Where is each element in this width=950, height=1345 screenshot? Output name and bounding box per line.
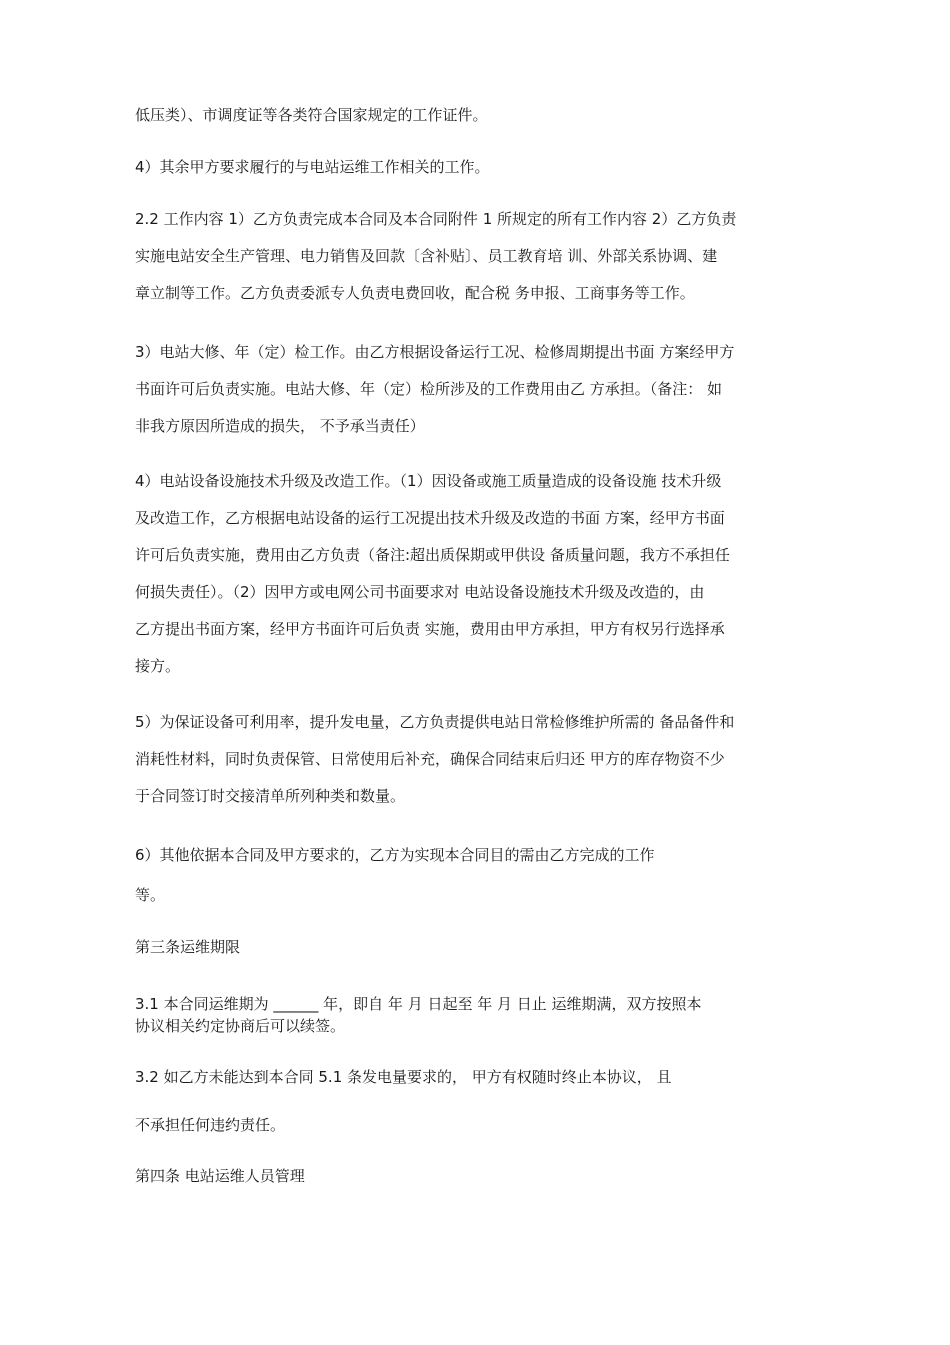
paragraph-line: 2.2 工作内容 1）乙方负责完成本合同及本合同附件 1 所规定的所有工作内容 2）乙方负责 (135, 210, 737, 228)
paragraph-line: 3）电站大修、年（定）检工作。由乙方根据设备运行工况、检修周期提出书面 方案经甲方 (135, 343, 735, 361)
paragraph-line: 等。 (135, 886, 166, 904)
paragraph-line: 4）其余甲方要求履行的与电站运维工作相关的工作。 (135, 158, 490, 176)
paragraph-3-2-termination (135, 1059, 815, 1096)
paragraph-line: 4）电站设备设施技术升级及改造工作。（1）因设备或施工质量造成的设备设施 技术升级 (135, 472, 722, 490)
paragraph-item-6-other (135, 837, 815, 874)
paragraph-line: 实施电站安全生产管理、电力销售及回款〔含补贴〕、员工教育培 训、外部关系协调、建 (135, 247, 718, 265)
paragraph-item-3-overhaul (135, 334, 815, 445)
paragraph-line: 协议相关约定协商后可以续签。 (135, 1017, 346, 1035)
paragraph-line: 何损失责任）。（2）因甲方或电网公司书面要求对 电站设备设施技术升级及改造的，由 (135, 583, 705, 601)
paragraph-item-4-upgrade (135, 463, 815, 685)
paragraph-line: 书面许可后负责实施。电站大修、年（定）检所涉及的工作费用由乙 方承担。（备注： 如 (135, 380, 723, 398)
paragraph-line: 3.2 如乙方未能达到本合同 5.1 条发电量要求的， 甲方有权随时终止本协议， 且 (135, 1068, 672, 1086)
section-heading-article-4 (135, 1158, 815, 1195)
paragraph-3-2-continued (135, 1107, 815, 1144)
paragraph-3-1-term (135, 993, 815, 1037)
paragraph-certificates (135, 97, 815, 134)
paragraph-line: 接方。 (135, 657, 181, 675)
paragraph-line: 章立制等工作。乙方负责委派专人负责电费回收，配合税 务申报、工商事务等工作。 (135, 284, 695, 302)
paragraph-line: 于合同签订时交接清单所列种类和数量。 (135, 787, 406, 805)
paragraph-item-5-spare-parts (135, 704, 815, 815)
paragraph-line: 5）为保证设备可利用率，提升发电量，乙方负责提供电站日常检修维护所需的 备品备件和 (135, 713, 735, 731)
paragraph-item-4-other-work (135, 149, 815, 186)
paragraph-line: 低压类）、市调度证等各类符合国家规定的工作证件。 (135, 106, 488, 124)
paragraph-line: 6）其他依据本合同及甲方要求的，乙方为实现本合同目的需由乙方完成的工作 (135, 846, 655, 864)
paragraph-line: 乙方提出书面方案，经甲方书面许可后负责 实施，费用由甲方承担，甲方有权另行选择承 (135, 620, 725, 638)
paragraph-item-6-continued (135, 877, 815, 914)
paragraph-line: 3.1 本合同运维期为 ______ 年，即自 年 月 日起至 年 月 日止 运维期满，双方按照本 (135, 995, 702, 1013)
paragraph-2-2-work-content (135, 201, 815, 312)
section-heading: 第三条运维期限 (135, 938, 241, 956)
paragraph-line: 非我方原因所造成的损失， 不予承当责任） (135, 417, 425, 435)
paragraph-line: 消耗性材料，同时负责保管、日常使用后补充，确保合同结束后归还 甲方的库存物资不少 (135, 750, 725, 768)
paragraph-line: 许可后负责实施，费用由乙方负责（备注:超出质保期或甲供设 备质量问题，我方不承担任 (135, 546, 730, 564)
paragraph-line: 及改造工作，乙方根据电站设备的运行工况提出技术升级及改造的书面 方案，经甲方书面 (135, 509, 725, 527)
section-heading: 第四条 电站运维人员管理 (135, 1167, 305, 1185)
paragraph-line: 不承担任何违约责任。 (135, 1116, 286, 1134)
section-heading-article-3 (135, 929, 815, 966)
